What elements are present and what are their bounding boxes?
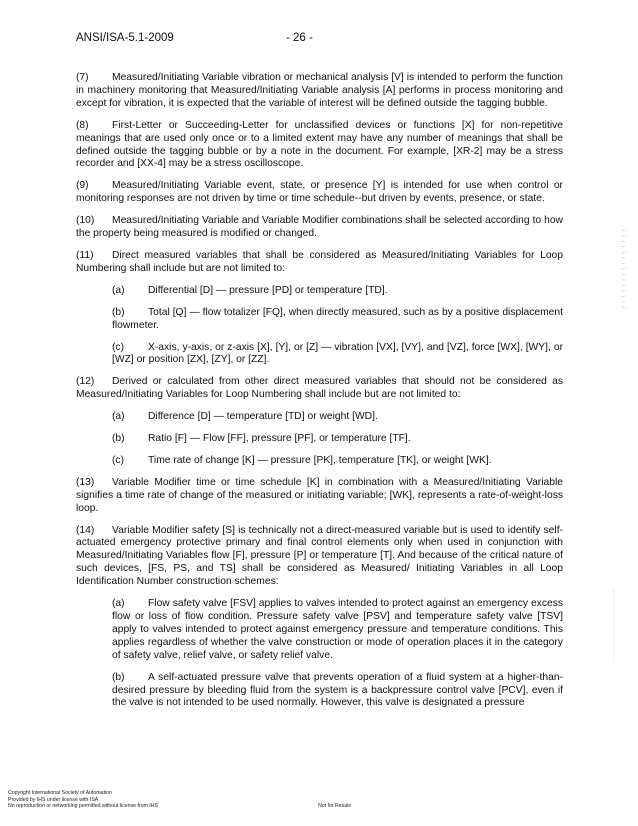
list-item: (a) Differential [D] — pressure [PD] or temperature [TD]. [112, 284, 388, 296]
paragraph-11: (11) Direct measured variables that shall be considered as Measured/Initiating Variables for Loop Numbering shall include but are not limited to: [76, 249, 563, 274]
document-body [76, 72, 563, 719]
list-item: (c) X-axis, y-axis, or z-axis [X], [Y], or [Z] — vibration [VX], [VY], and [VZ], force [WX], [WY], or [WZ] or position [ZX], [ZY], or [ZZ]. [112, 341, 563, 366]
page-number: - 26 - [286, 32, 313, 44]
copyright-line: Copyright International Society of Automation [8, 790, 112, 796]
list-item: (b) Ratio [F] — Flow [FF], pressure [PF], or temperature [TF]. [112, 433, 411, 445]
page-footer [8, 790, 628, 810]
paragraph-7: (7) Measured/Initiating Variable vibration or mechanical analysis [V] is intended to perform the function in machinery monitoring that Measured/Initiating Variable analysis [A] performs in process monitoring and except for vibration, it is expected that the variable of interest will be defined outside the tagging bubble. [76, 72, 563, 109]
margin-watermark: ⋮⋮⋮⋮⋮⋮⋮⋮⋮⋮⋮⋮⋮⋮⋮ [620, 228, 626, 311]
document-id: ANSI/ISA-5.1-2009 [76, 32, 174, 44]
license-line: Provided by IHS under license with ISA [8, 796, 99, 803]
list-item: (a) Difference [D] — temperature [TD] or weight [WD]. [112, 411, 378, 423]
paragraph-10: (10) Measured/Initiating Variable and Variable Modifier combinations shall be selected according to how the property being measured is modified or changed. [76, 215, 563, 240]
paragraph-13: (13) Variable Modifier time or time schedule [K] in combination with a Measured/Initiating Variable signifies a time rate of change of the measured or initiating variable; [WK], represents a rate-of-weight-loss loop. [76, 476, 563, 514]
list-item: (b) A self-actuated pressure valve that prevents operation of a fluid system at a higher-than-desired pressure by bleeding fluid from the system is a backpressure control valve [PCV], even if the valve is not intended to be used normally. However, this valve is designated a pressure [112, 671, 563, 709]
paragraph-9: (9) Measured/Initiating Variable event, state, or presence [Y] is intended for use when control or monitoring responses are not driven by time or time schedule--but driven by events, presence, or state. [76, 180, 563, 205]
resale-notice: Not for Resale [318, 803, 352, 810]
paragraph-8: (8) First-Letter or Succeeding-Letter for unclassified devices or functions [X] for non-repetitive meanings that are used only once or to a limited extent may have any number of meanings that shall be defined outside the tagging bubble or by a note in the document. For example, [XR-2] may be a stress recorder and [XX-4] may be a stress oscilloscope. [76, 119, 563, 170]
reproduction-line: No reproduction or networking permitted without license from IHS [8, 803, 158, 810]
paragraph-12: (12) Derived or calculated from other direct measured variables that should not be considered as Measured/Initiating Variables for Loop Numbering shall include but are not limited to: [76, 376, 563, 401]
paragraph-14: (14) Variable Modifier safety [S] is technically not a direct-measured variable but is used to identify self-actuated emergency protective primary and final control elements only when used in conjunction with Measured/Initiating Variables flow [F], pressure [P] or temperature [T]. And because of the critical nature of such devices, [FS, PS, and TS] shall be considered as Measured/ Initiating Variables in all Loop Identification Number construction schemes: [76, 524, 563, 588]
margin-watermark-faint [613, 590, 620, 660]
list-item: (c) Time rate of change [K] — pressure [PK], temperature [TK], or weight [WK]. [112, 454, 492, 466]
list-item: (a) Flow safety valve [FSV] applies to valves intended to protect against an emergency excess flow or loss of flow condition. Pressure safety valve [PSV] and temperature safety valve [TSV] apply to valves intended to protect against emergency pressure and temperature conditions. This applies regardless of whether the valve construction or mode of operation places it in the category of safety valve, relief valve, or safety relief valve. [112, 598, 563, 661]
list-item: (b) Total [Q] — flow totalizer [FQ], when directly measured, such as by a positive displacement flowmeter. [112, 306, 563, 331]
